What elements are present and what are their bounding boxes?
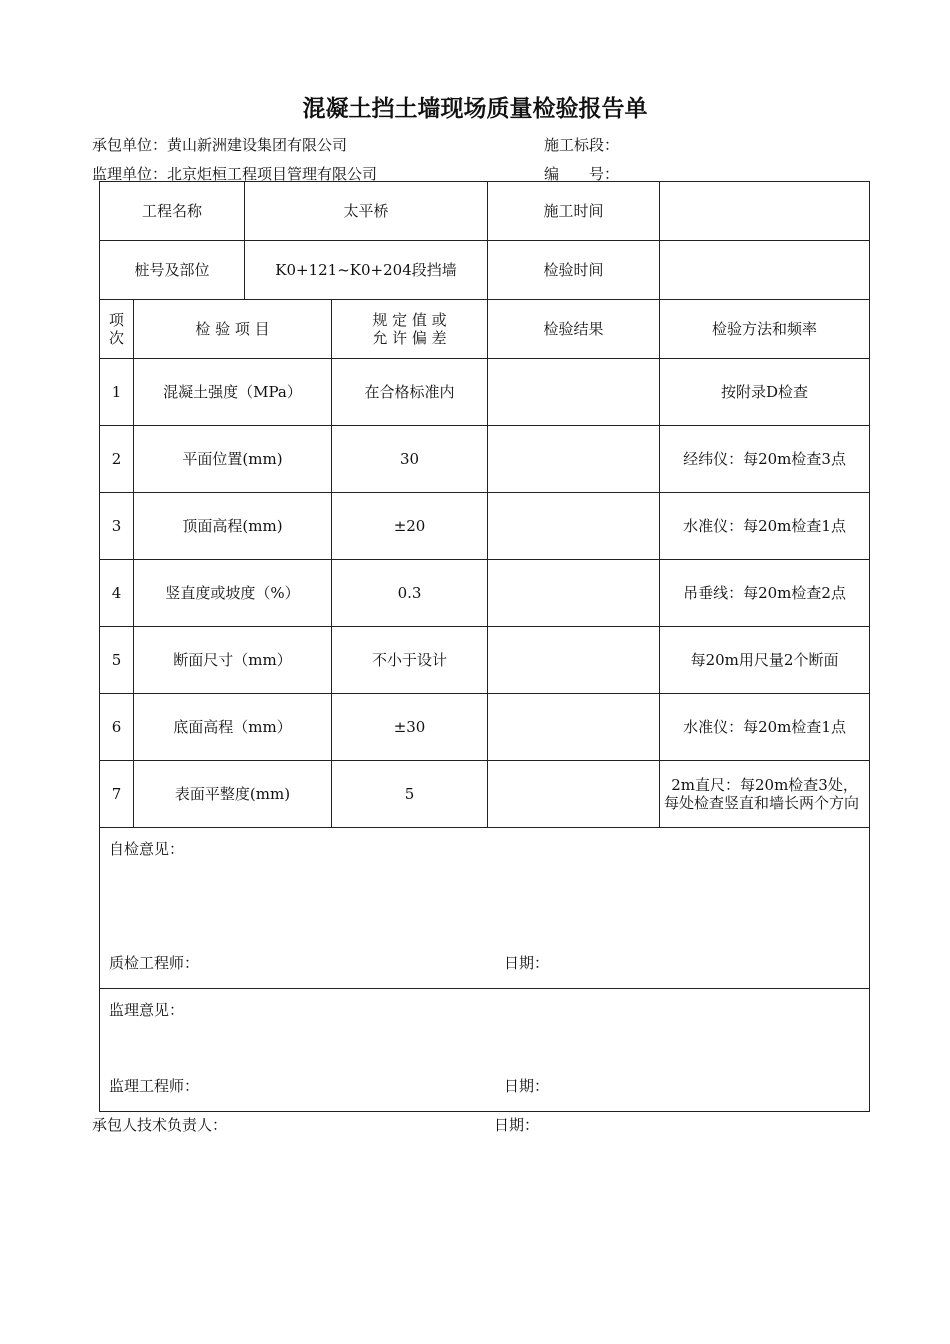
row-method: 2m直尺：每20m检查3处，每处检查竖直和墙长两个方向 [660,761,870,828]
row-result[interactable] [488,560,660,627]
qc-engineer-label: 质检工程师： [109,954,200,972]
row-method: 水准仪：每20m检查1点 [660,694,870,761]
row-spec: 0.3 [332,560,488,627]
row-method: 吊垂线：每20m检查2点 [660,560,870,627]
row-no: 5 [100,627,134,694]
row-spec: 在合格标准内 [332,359,488,426]
table-row [100,627,870,694]
contractor-line: 承包单位：黄山新洲建设集团有限公司 [92,136,348,154]
column-header-row [100,300,870,359]
page-title: 混凝土挡土墙现场质量检验报告单 [302,96,648,122]
table-row [100,493,870,560]
row-item: 底面高程（mm） [134,694,332,761]
row-spec: 不小于设计 [332,627,488,694]
project-name-row [100,182,870,241]
col-header-spec [332,300,488,359]
tech-lead-label: 承包人技术负责人： [92,1116,228,1134]
row-no: 3 [100,493,134,560]
row-no: 1 [100,359,134,426]
col-header-no [100,300,134,359]
row-no: 4 [100,560,134,627]
row-method: 水准仪：每20m检查1点 [660,493,870,560]
self-check-cell[interactable] [100,828,870,989]
supervision-engineer-label: 监理工程师： [109,1077,200,1095]
station-value: K0+121~K0+204段挡墙 [245,241,488,300]
row-item: 混凝土强度（MPa） [134,359,332,426]
table-row [100,694,870,761]
col-header-spec-line2: 允 许 偏 差 [372,329,447,347]
row-item: 断面尺寸（mm） [134,627,332,694]
table-row [100,426,870,493]
row-result[interactable] [488,426,660,493]
row-item: 顶面高程(mm) [134,493,332,560]
col-header-result: 检验结果 [488,300,660,359]
self-check-section [100,828,870,989]
row-item: 竖直度或坡度（%） [134,560,332,627]
self-check-label: 自检意见： [109,840,185,858]
row-result[interactable] [488,761,660,828]
row-spec: ±30 [332,694,488,761]
row-result[interactable] [488,493,660,560]
project-name-label: 工程名称 [100,182,245,241]
col-header-spec-line1: 规 定 值 或 [372,311,447,329]
col-header-method: 检验方法和频率 [660,300,870,359]
supervision-date-label: 日期： [504,1077,550,1095]
row-spec: ±20 [332,493,488,560]
inspection-time-value[interactable] [660,241,870,300]
construction-time-label: 施工时间 [488,182,660,241]
row-method: 按附录D检查 [660,359,870,426]
row-method: 每20m用尺量2个断面 [660,627,870,694]
row-result[interactable] [488,359,660,426]
row-no: 2 [100,426,134,493]
row-result[interactable] [488,694,660,761]
supervision-section [100,989,870,1112]
footer-date-label: 日期： [494,1116,540,1134]
row-result[interactable] [488,627,660,694]
row-item: 平面位置(mm) [134,426,332,493]
supervision-label: 监理意见： [109,1001,185,1019]
supervision-cell[interactable] [100,989,870,1112]
table-row [100,359,870,426]
number-line: 编 号： [544,165,620,183]
station-row [100,241,870,300]
table-row [100,560,870,627]
supervisor-line: 监理单位：北京炬桓工程项目管理有限公司 [92,165,378,183]
construction-time-value[interactable] [660,182,870,241]
row-method: 经纬仪：每20m检查3点 [660,426,870,493]
inspection-time-label: 检验时间 [488,241,660,300]
inspection-table [99,181,870,1112]
row-spec: 30 [332,426,488,493]
row-no: 7 [100,761,134,828]
row-no: 6 [100,694,134,761]
col-header-item: 检 验 项 目 [134,300,332,359]
project-name-value: 太平桥 [245,182,488,241]
col-header-no-line1: 项 [108,311,124,329]
col-header-no-line2: 次 [108,329,124,347]
section-line: 施工标段： [544,136,620,154]
row-spec: 5 [332,761,488,828]
self-check-date-label: 日期： [504,954,550,972]
row-item: 表面平整度(mm) [134,761,332,828]
station-label: 桩号及部位 [100,241,245,300]
table-row [100,761,870,828]
